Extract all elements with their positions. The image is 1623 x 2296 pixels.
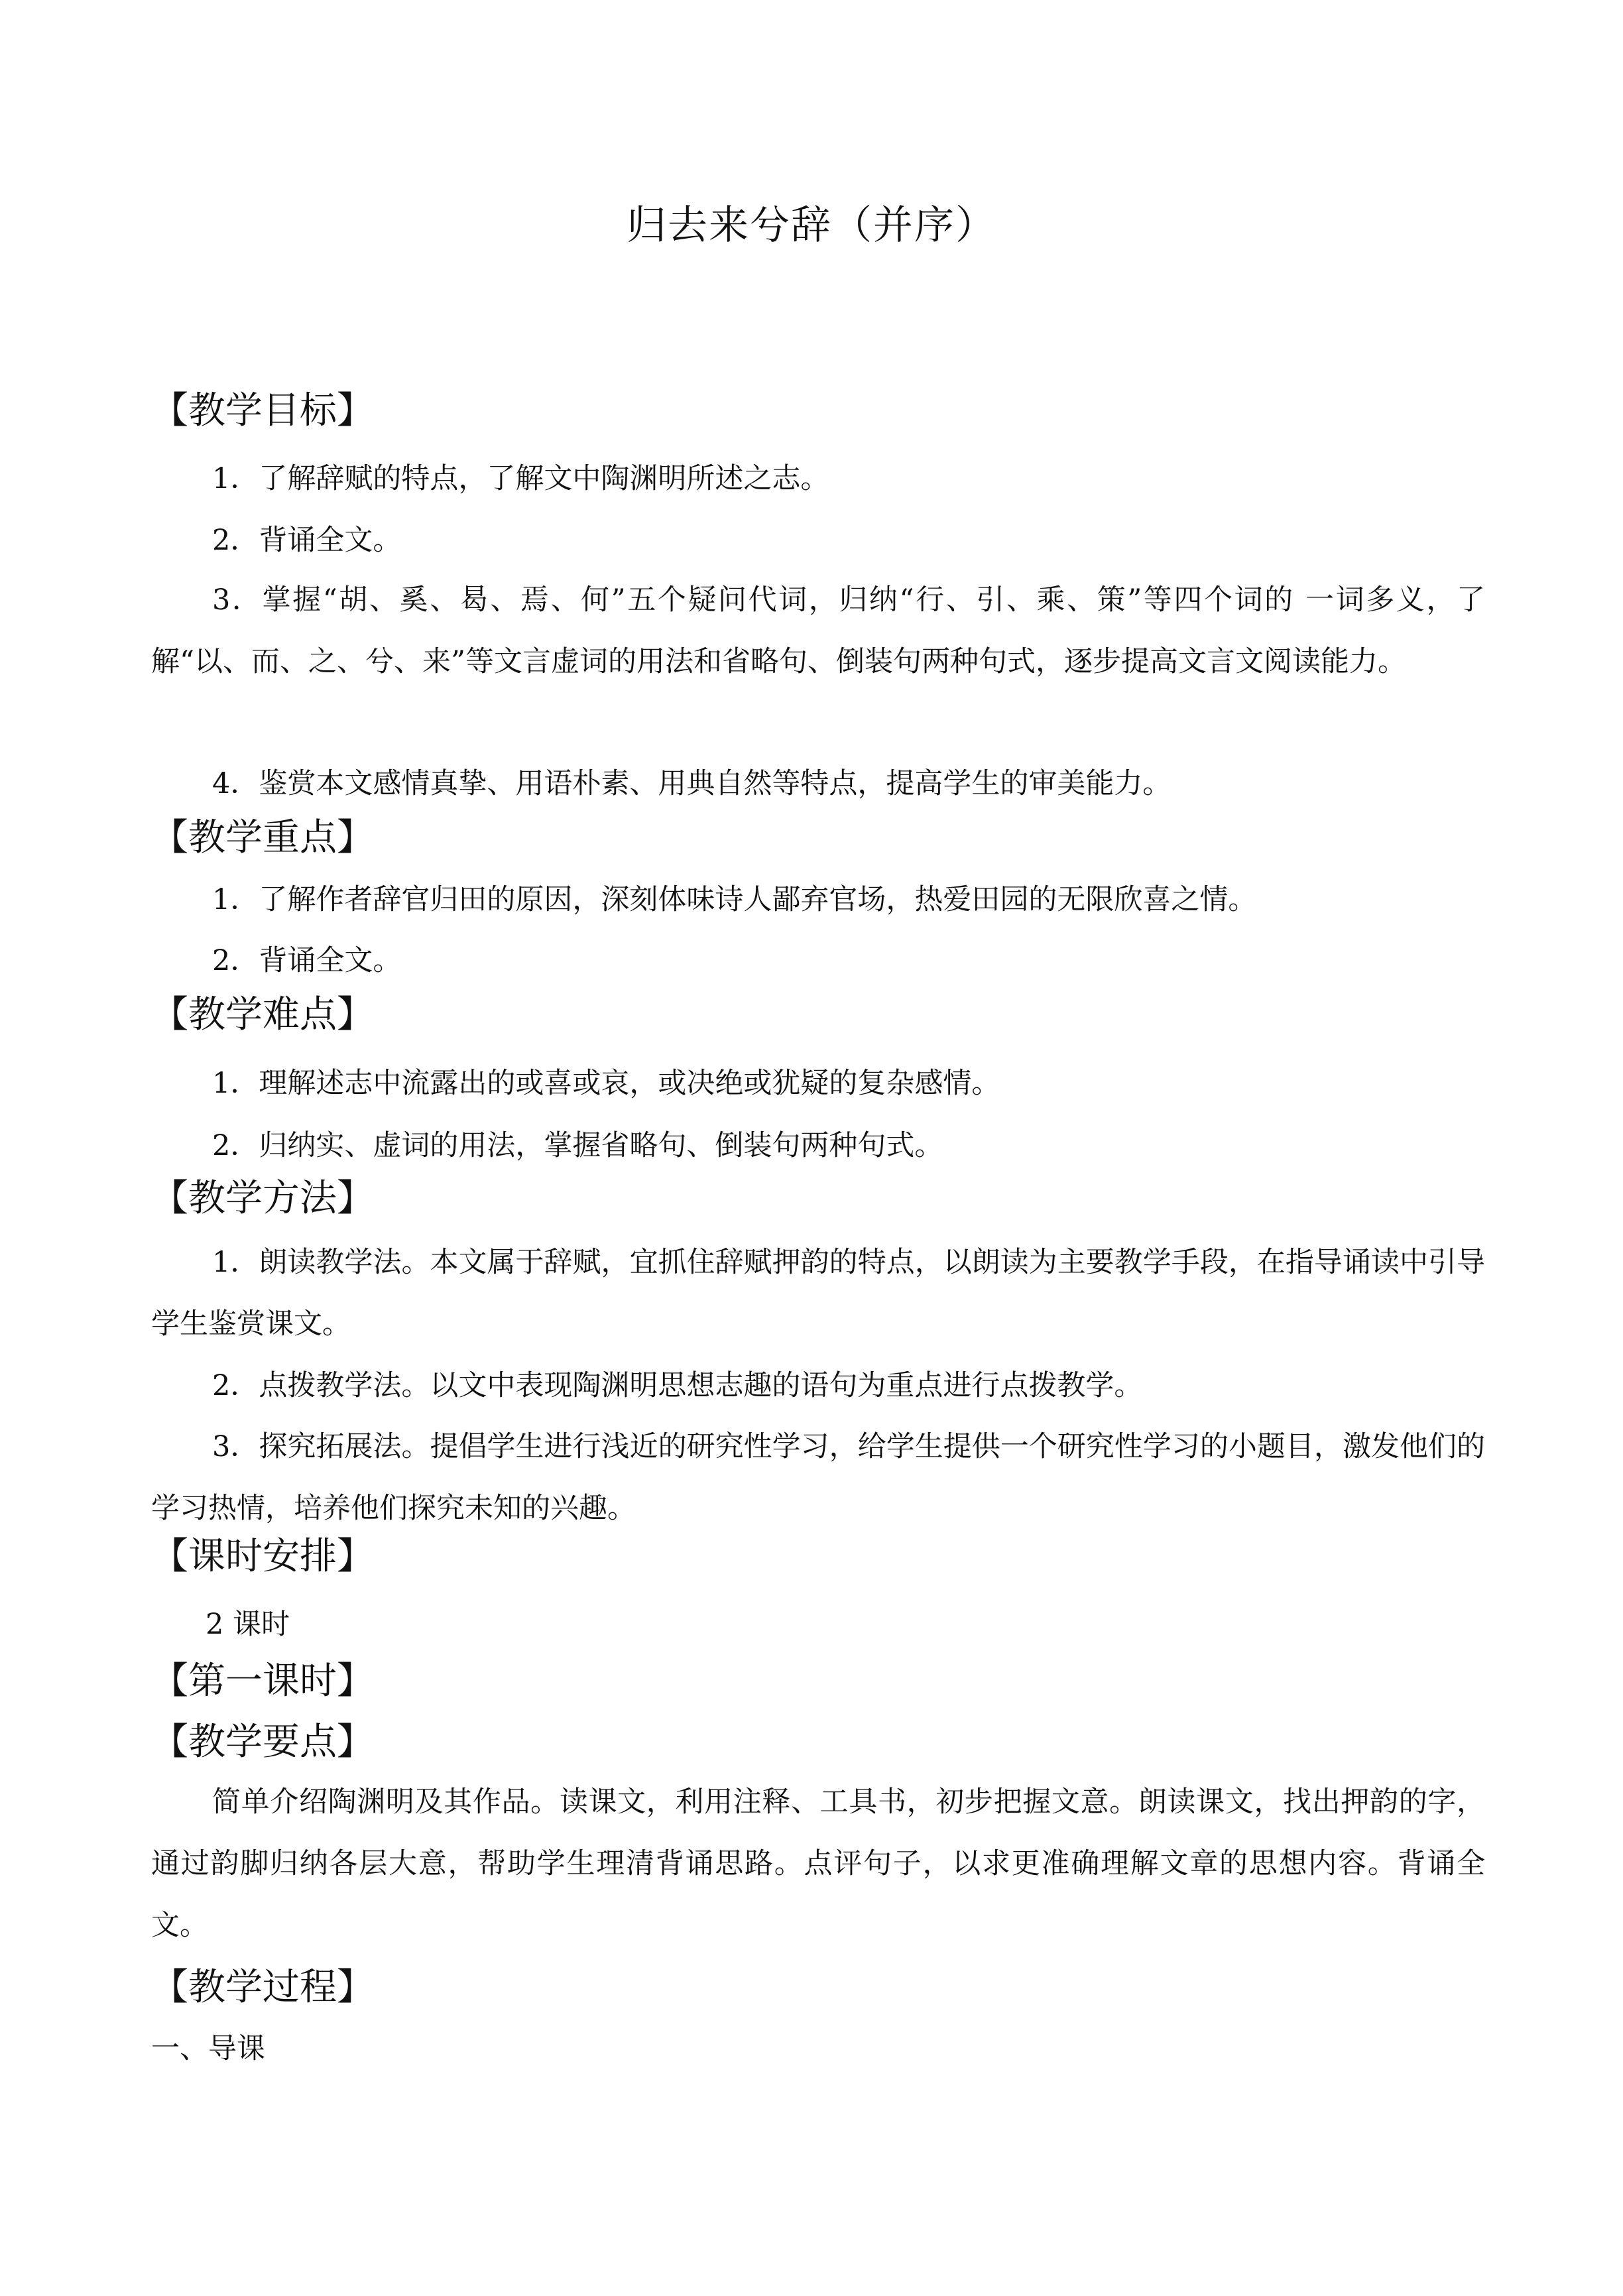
key-notes-text: 简单介绍陶渊明及其作品。读课文，利用注释、工具书，初步把握文意。朗读课文，找出押韵的字，通过韵脚归纳各层大意，帮助学生理清背诵思路。点评句子，以求更准确理解文章的思想内容。背诵全文。 bbox=[151, 1785, 1485, 1942]
goals-item-4: 4．鉴赏本文感情真挚、用语朴素、用典自然等特点，提高学生的审美能力。 bbox=[212, 767, 1172, 800]
methods-item-3: 3．探究拓展法。提倡学生进行浅近的研究性学习，给学生提供一个研究性学习的小题目，激发他们的学习热情，培养他们探究未知的兴趣。 bbox=[151, 1430, 1485, 1525]
schedule-heading: 【课时安排】 bbox=[151, 1535, 374, 1578]
process-step-1: 一、导课 bbox=[151, 2032, 265, 2065]
process-heading: 【教学过程】 bbox=[151, 1966, 374, 2009]
first-lesson-heading: 【第一课时】 bbox=[151, 1660, 374, 1703]
key-points-item-2: 2．背诵全文。 bbox=[212, 944, 402, 977]
schedule-text: 2 课时 bbox=[206, 1608, 290, 1641]
goals-item-2: 2．背诵全文。 bbox=[212, 524, 402, 557]
key-notes-heading: 【教学要点】 bbox=[151, 1721, 374, 1764]
difficulties-item-2: 2．归纳实、虚词的用法，掌握省略句、倒装句两种句式。 bbox=[212, 1129, 943, 1162]
goals-heading: 【教学目标】 bbox=[151, 389, 374, 432]
document-title: 归去来兮辞（并序） bbox=[627, 202, 996, 249]
key-points-heading: 【教学重点】 bbox=[151, 816, 374, 859]
difficulties-item-1: 1．理解述志中流露出的或喜或哀，或决绝或犹疑的复杂感情。 bbox=[212, 1067, 1000, 1100]
difficulties-heading: 【教学难点】 bbox=[151, 993, 374, 1036]
methods-item-1: 1．朗读教学法。本文属于辞赋，宜抓住辞赋押韵的特点，以朗读为主要教学手段，在指导诵读中引导学生鉴赏课文。 bbox=[151, 1246, 1485, 1341]
methods-item-2: 2．点拨教学法。以文中表现陶渊明思想志趣的语句为重点进行点拨教学。 bbox=[212, 1369, 1143, 1402]
goals-item-1: 1．了解辞赋的特点，了解文中陶渊明所述之志。 bbox=[212, 462, 829, 495]
key-points-item-1: 1．了解作者辞官归田的原因，深刻体味诗人鄙弃官场，热爱田园的无限欣喜之情。 bbox=[212, 883, 1257, 916]
methods-heading: 【教学方法】 bbox=[151, 1177, 374, 1220]
goals-item-3: 3．掌握“胡、奚、曷、焉、何”五个疑问代词，归纳“行、引、乘、策”等四个词的 一词多义，了解“以、而、之、兮、来”等文言虚词的用法和省略句、倒装句两种句式，逐步提高文言文阅读能力。 bbox=[151, 583, 1485, 678]
